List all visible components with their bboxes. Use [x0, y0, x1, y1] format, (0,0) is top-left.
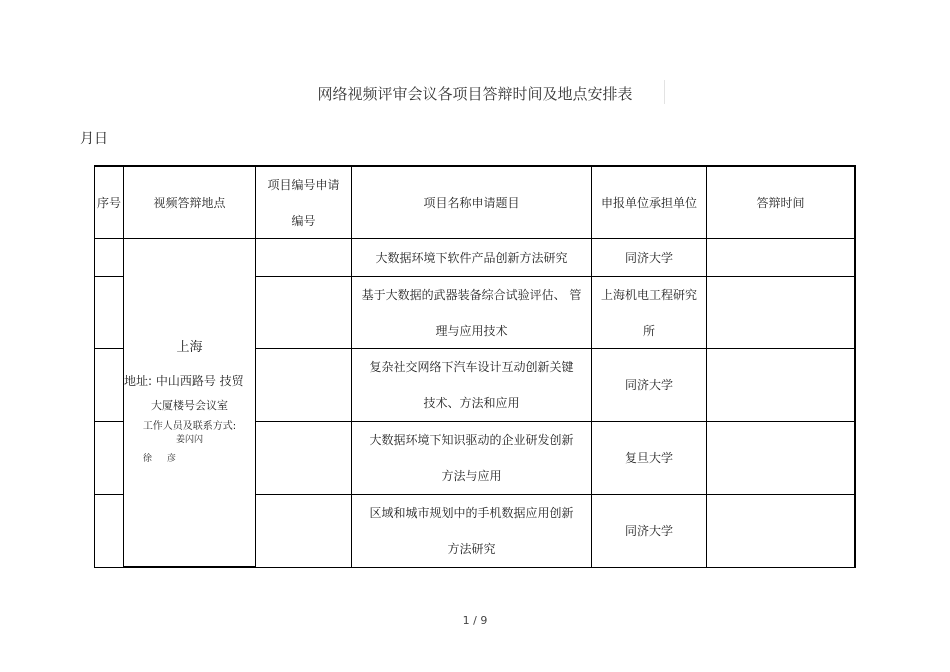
row-divider [94, 494, 123, 495]
table-row-1-project-name: 大数据环境下软件产品创新方法研究 [375, 250, 568, 265]
table-border-right [854, 165, 856, 568]
row-divider [94, 421, 123, 422]
table-row-2-project-name: 基于大数据的武器装备综合试验评估、 管 理与应用技术 [361, 287, 582, 338]
table-row-5-project-name: 区域和城市规划中的手机数据应用创新 方法研究 [369, 506, 574, 556]
header-project-code: 项目编号申请 编号 [267, 177, 340, 228]
location-address: 地址: 中山西路号 技贸 [124, 374, 244, 388]
date-label: 月日 [80, 131, 108, 147]
page-indicator: 1 / 9 [462, 614, 488, 627]
location-staff-name: 姜闪闪 [175, 435, 203, 445]
location-cell-bottom [123, 566, 256, 568]
location-city: 上海 [176, 340, 203, 355]
row-divider [94, 276, 123, 277]
header-organization: 申报单位承担单位 [600, 195, 697, 210]
location-address-line2: 大厦楼号会议室 [151, 399, 228, 412]
row-divider [94, 348, 123, 349]
header-time: 答辩时间 [756, 195, 805, 210]
location-staff-name: 徐 彦 [143, 454, 182, 464]
header-project-name: 项目名称申请题目 [423, 195, 520, 210]
document-title: 网络视频评审会议各项目答辩时间及地点安排表 [317, 85, 633, 103]
table-row-4-project-name: 大数据环境下知识驱动的企业研发创新 方法与应用 [369, 433, 574, 483]
table-row-1-organization: 同济大学 [624, 250, 673, 265]
table-row-2-organization: 上海机电工程研究 所 [600, 287, 697, 338]
location-staff-label: 工作人员及联系方式: [142, 421, 237, 432]
table-row-4-organization: 复旦大学 [624, 451, 673, 465]
table-row-5-organization: 同济大学 [624, 524, 673, 538]
table-row-3-project-name: 复杂社交网络下汽车设计互动创新关键 技术、方法和应用 [369, 360, 574, 410]
header-location: 视频答辩地点 [153, 195, 226, 210]
divider-line [664, 80, 665, 104]
table-row-3-organization: 同济大学 [624, 378, 673, 392]
header-seq: 序号 [96, 195, 121, 210]
